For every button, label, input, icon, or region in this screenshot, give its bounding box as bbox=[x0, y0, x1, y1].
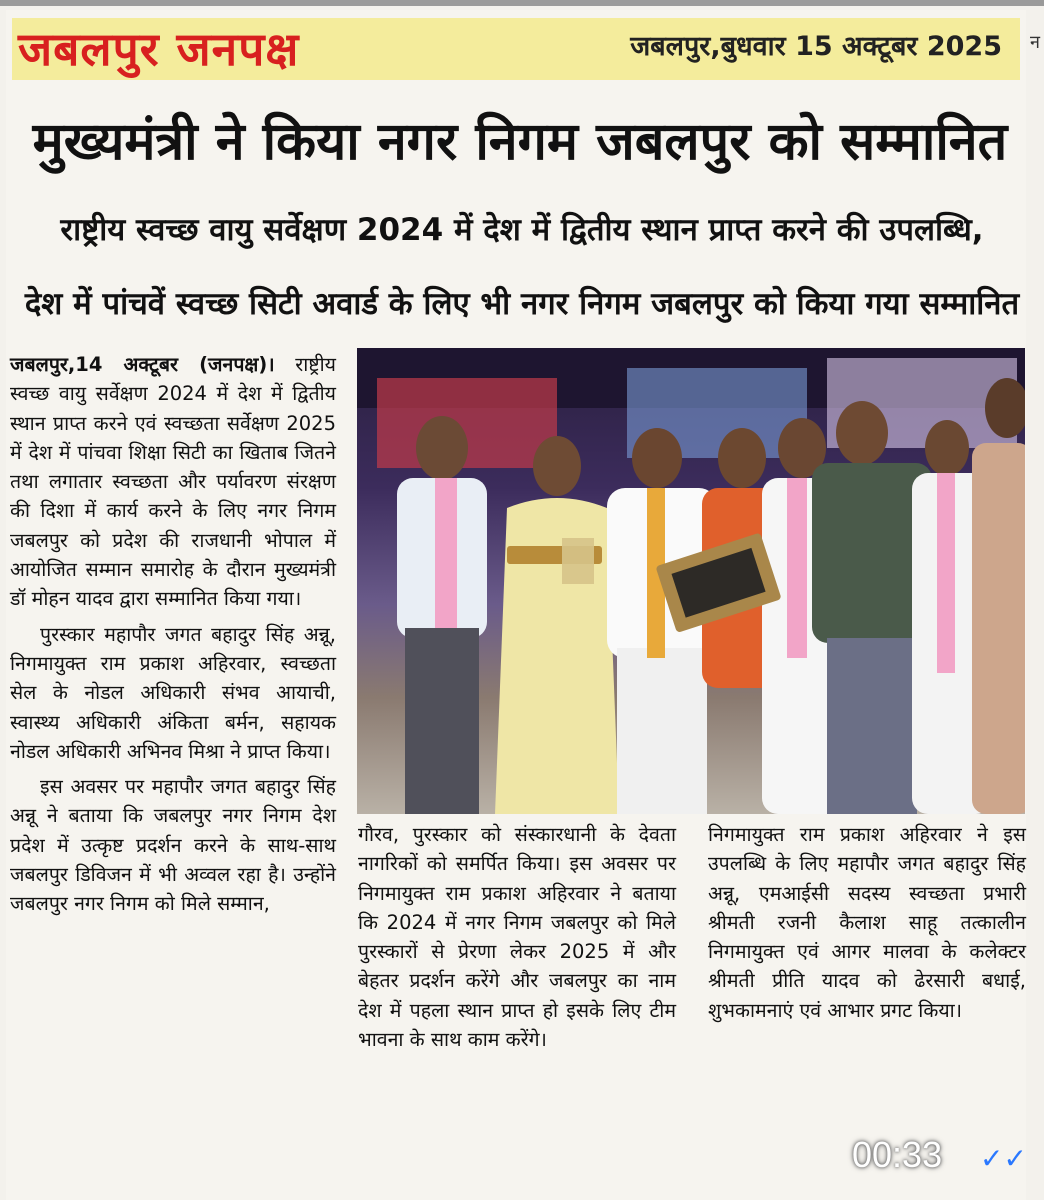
award-ceremony-photo bbox=[357, 348, 1025, 814]
subheadline-1: राष्ट्रीय स्वच्छ वायु सर्वेक्षण 2024 में देश में द्वितीय स्थान प्राप्त करने की उपलब्धि, bbox=[60, 212, 984, 248]
column-2-text: गौरव, पुरस्कार को संस्कारधानी के देवता नागरिकों को समर्पित किया। इस अवसर पर निगमायुक्त राम प्रकाश अहिरवार ने बताया कि 2024 में नगर निगम जबलपुर को मिले पुरस्कारों से प्रेरणा लेकर 2025 में और बेहतर प्रदर्शन करेंगे और जबलपुर का नाम देश में पहला स्थान प्राप्त हो इसके लिए टीम भावना के साथ काम करेंगे। bbox=[358, 823, 676, 1052]
top-strip bbox=[0, 0, 1044, 6]
article-column-3 bbox=[708, 820, 1026, 1025]
newspaper-name: जबलपुर जनपक्ष bbox=[18, 22, 300, 76]
headline: मुख्यमंत्री ने किया नगर निगम जबलपुर को सम्मानित bbox=[32, 112, 1008, 172]
article-dateline: जबलपुर,14 अक्टूबर (जनपक्ष)। bbox=[10, 353, 275, 376]
video-timer: 00:33 bbox=[852, 1134, 943, 1175]
double-check-icon: ✓✓ bbox=[980, 1142, 1027, 1175]
header-dateline: जबलपुर,बुधवार 15 अक्टूबर 2025 bbox=[630, 31, 1002, 62]
paragraph-1 bbox=[10, 350, 336, 614]
paragraph-3: इस अवसर पर महापौर जगत बहादुर सिंह अन्नू ने बताया कि जबलपुर नगर निगम देश प्रदेश में उत्कृष्ट प्रदर्शन करने के साथ-साथ जबलपुर डिविजन में भी अव्वल रहा है। उन्होंने जबलपुर नगर निगम को मिले सम्मान, bbox=[10, 775, 336, 916]
photo-illustration bbox=[357, 348, 1025, 814]
paragraph-2: पुरस्कार महापौर जगत बहादुर सिंह अन्नू, निगमायुक्त राम प्रकाश अहिरवार, स्वच्छता सेल के नोडल अधिकारी संभव आयाची, स्वास्थ्य अधिकारी अंकिता बर्मन, सहायक नोडल अधिकारी अभिनव मिश्रा ने प्राप्त किया। bbox=[10, 622, 336, 763]
column-3-text: निगमायुक्त राम प्रकाश अहिरवार ने इस उपलब्धि के लिए महापौर जगत बहादुर सिंह अन्नू, एमआईसी सदस्य स्वच्छता प्रभारी श्रीमती रजनी कैलाश साहू तत्कालीन निगमायुक्त एवं आगर मालवा के कलेक्टर श्रीमती प्रीति यादव को ढेरसारी बधाई, शुभकामनाएं एवं आभार प्रगट किया। bbox=[708, 823, 1026, 1022]
edge-fragment: न bbox=[1030, 32, 1040, 53]
article-column-1 bbox=[10, 350, 336, 919]
paragraph-1-text: राष्ट्रीय स्वच्छ वायु सर्वेक्षण 2024 में देश में द्वितीय स्थान प्राप्त करने एवं स्वच्छता सर्वेक्षण 2025 में देश में पांचवा शिक्षा सिटी का खिताब जितने तथा लगातार स्वच्छता और पर्यावरण संरक्षण की दिशा में कार्य करने के लिए नगर निगम जबलपुर को प्रदेश की राजधानी भोपाल में आयोजित सम्मान समारोह के दौरान मुख्यमंत्री डॉ मोहन यादव द्वारा सम्मानित किया गया। bbox=[10, 353, 336, 611]
article-column-2 bbox=[358, 820, 676, 1054]
subheadline-2: देश में पांचवें स्वच्छ सिटी अवार्ड के लिए भी नगर निगम जबलपुर को किया गया सम्मानित bbox=[24, 286, 1020, 322]
